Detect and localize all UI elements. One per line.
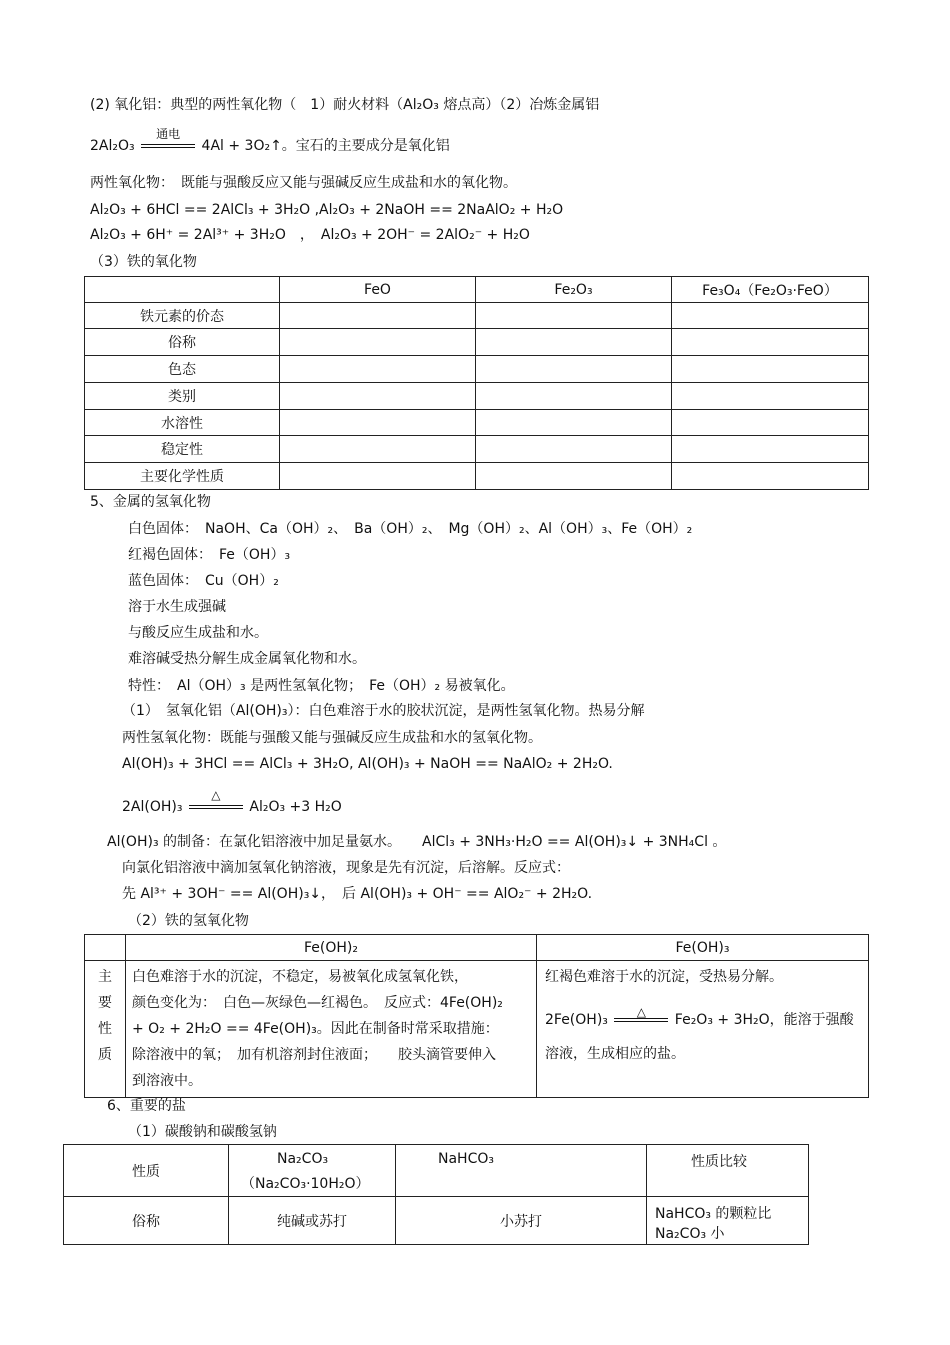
row-label: 俗称 <box>85 329 280 356</box>
iron-hydroxide-heading: （2）铁的氢氧化物 <box>128 913 249 929</box>
iron-hydroxide-table <box>84 934 869 1098</box>
table-header-cell: Fe₂O₃ <box>476 277 672 303</box>
decomposition-line: 难溶碱受热分解生成金属氧化物和水。 <box>128 651 366 667</box>
row-label: 水溶性 <box>85 410 280 436</box>
table-header-cell: 性质 <box>64 1145 229 1197</box>
row-label: 稳定性 <box>85 436 280 463</box>
eq-product: 4Al + 3O₂↑。宝石的主要成分是氧化铝 <box>201 138 450 154</box>
row-label: 类别 <box>85 383 280 410</box>
naoh-dropping-line: 向氯化铝溶液中滴加氢氧化钠溶液，现象是先有沉淀，后溶解。反应式： <box>122 860 570 876</box>
table-header-cell: Fe(OH)₂ <box>126 935 537 961</box>
equals-arrow <box>614 1005 668 1029</box>
electrolysis-equation <box>90 127 450 155</box>
aloh3-equations: Al(OH)₃ + 3HCl == AlCl₃ + 3H₂O, Al(OH)₃ + NaOH == NaAlO₂ + 2H₂O. <box>122 756 613 772</box>
feoh3-properties: 红褐色难溶于水的沉淀，受热易分解。 2Fe(OH)₃ △ Fe₂O₃ + 3H₂O，能溶于强酸 溶液，生成相应的盐。 <box>537 961 869 1098</box>
acid-reaction-line: 与酸反应生成盐和水。 <box>128 625 268 641</box>
table-header-cell <box>85 277 280 303</box>
table-header-cell: 性质比较 <box>647 1145 809 1197</box>
table-cell: NaHCO₃ 的颗粒比 Na₂CO₃ 小 <box>647 1197 809 1245</box>
heat-symbol: △ <box>211 788 221 802</box>
al2o3-ionic-equations: Al₂O₃ + 6H⁺ = 2Al³⁺ + 3H₂O ， Al₂O₃ + 2OH⁻ = 2AlO₂⁻ + H₂O <box>90 227 530 243</box>
blue-solid-line: 蓝色固体： Cu（OH）₂ <box>128 573 279 589</box>
white-solids-line: 白色固体： NaOH、Ca（OH）₂、 Ba（OH）₂、 Mg（OH）₂、Al（OH）₃、Fe（OH）₂ <box>128 521 693 537</box>
hydroxide-heading: 5、金属的氢氧化物 <box>90 494 211 510</box>
eq-reactant: 2Al₂O₃ <box>90 138 135 154</box>
carbonate-table <box>63 1144 809 1245</box>
iron-oxide-heading: （3）铁的氧化物 <box>90 254 197 270</box>
heat-symbol: △ <box>636 1005 646 1019</box>
row-label: 主要化学性质 <box>85 463 280 490</box>
aloh3-decomposition-equation <box>122 788 342 816</box>
amphoteric-oxide-definition: 两性氧化物： 既能与强酸反应又能与强碱反应生成盐和水的氧化物。 <box>90 175 517 191</box>
row-label: 色态 <box>85 356 280 383</box>
row-label: 铁元素的价态 <box>85 303 280 329</box>
table-cell: 小苏打 <box>396 1197 647 1245</box>
aloh3-preparation-line: Al(OH)₃ 的制备：在氯化铝溶液中加足量氨水。 AlCl₃ + 3NH₃·H₂O == Al(OH)₃↓ + 3NH₄Cl 。 <box>107 834 727 850</box>
amphoteric-hydroxide-definition: 两性氢氧化物：既能与强酸又能与强碱反应生成盐和水的氢氧化物。 <box>122 730 542 746</box>
eq-product: Al₂O₃ +3 H₂O <box>249 799 342 815</box>
table-header-cell: Fe(OH)₃ <box>537 935 869 961</box>
table-header-cell: FeO <box>280 277 476 303</box>
feoh3-decomposition-equation: 2Fe(OH)₃ △ Fe₂O₃ + 3H₂O，能溶于强酸 <box>545 1007 860 1033</box>
row-label: 俗称 <box>64 1197 229 1245</box>
salts-heading: 6、重要的盐 <box>107 1098 186 1114</box>
al2o3-equations: Al₂O₃ + 6HCl == 2AlCl₃ + 3H₂O ,Al₂O₃ + 2NaOH == 2NaAlO₂ + H₂O <box>90 202 564 218</box>
condition-label: 通电 <box>156 127 181 141</box>
table-header-cell: Fe₃O₄（Fe₂O₃·FeO） <box>672 277 869 303</box>
strong-base-line: 溶于水生成强碱 <box>128 599 226 615</box>
row-label: 主 要 性 质 <box>85 961 126 1098</box>
eq-reactant: 2Al(OH)₃ <box>122 799 183 815</box>
equals-arrow <box>141 127 195 155</box>
table-header-cell: NaHCO₃ <box>396 1145 647 1197</box>
carbonate-heading: （1）碳酸钠和碳酸氢钠 <box>128 1124 277 1140</box>
aluminium-hydroxide-line: （1） 氢氧化铝（Al(OH)₃）：白色难溶于水的胶状沉淀，是两性氢氧化物。热易分解 <box>122 703 645 719</box>
oxide-section-intro: (2) 氧化铝：典型的两性氧化物（ 1）耐火材料（Al₂O₃ 熔点高）（2）冶炼金属铝 <box>90 97 600 113</box>
stepwise-reaction-line: 先 Al³⁺ + 3OH⁻ == Al(OH)₃↓， 后 Al(OH)₃ + OH⁻ == AlO₂⁻ + 2H₂O. <box>122 886 593 902</box>
iron-oxide-table <box>84 276 869 490</box>
properties-line: 特性： Al（OH）₃ 是两性氢氧化物； Fe（OH）₂ 易被氧化。 <box>128 678 515 694</box>
feoh2-properties: 白色难溶于水的沉淀，不稳定，易被氧化成氢氧化铁， 颜色变化为： 白色—灰绿色—红褐色。 反应式：4Fe(OH)₂ + O₂ + 2H₂O == 4Fe(OH)₃。因此在制备时常采取措施： 除溶液中的氧； 加有机溶剂封住液面； 胶头滴管要伸入 到溶液中。 <box>126 961 537 1098</box>
red-brown-solid-line: 红褐色固体： Fe（OH）₃ <box>128 547 291 563</box>
table-header-cell: Na₂CO₃ （Na₂CO₃·10H₂O） <box>229 1145 396 1197</box>
equals-arrow <box>189 788 243 816</box>
table-cell: 纯碱或苏打 <box>229 1197 396 1245</box>
